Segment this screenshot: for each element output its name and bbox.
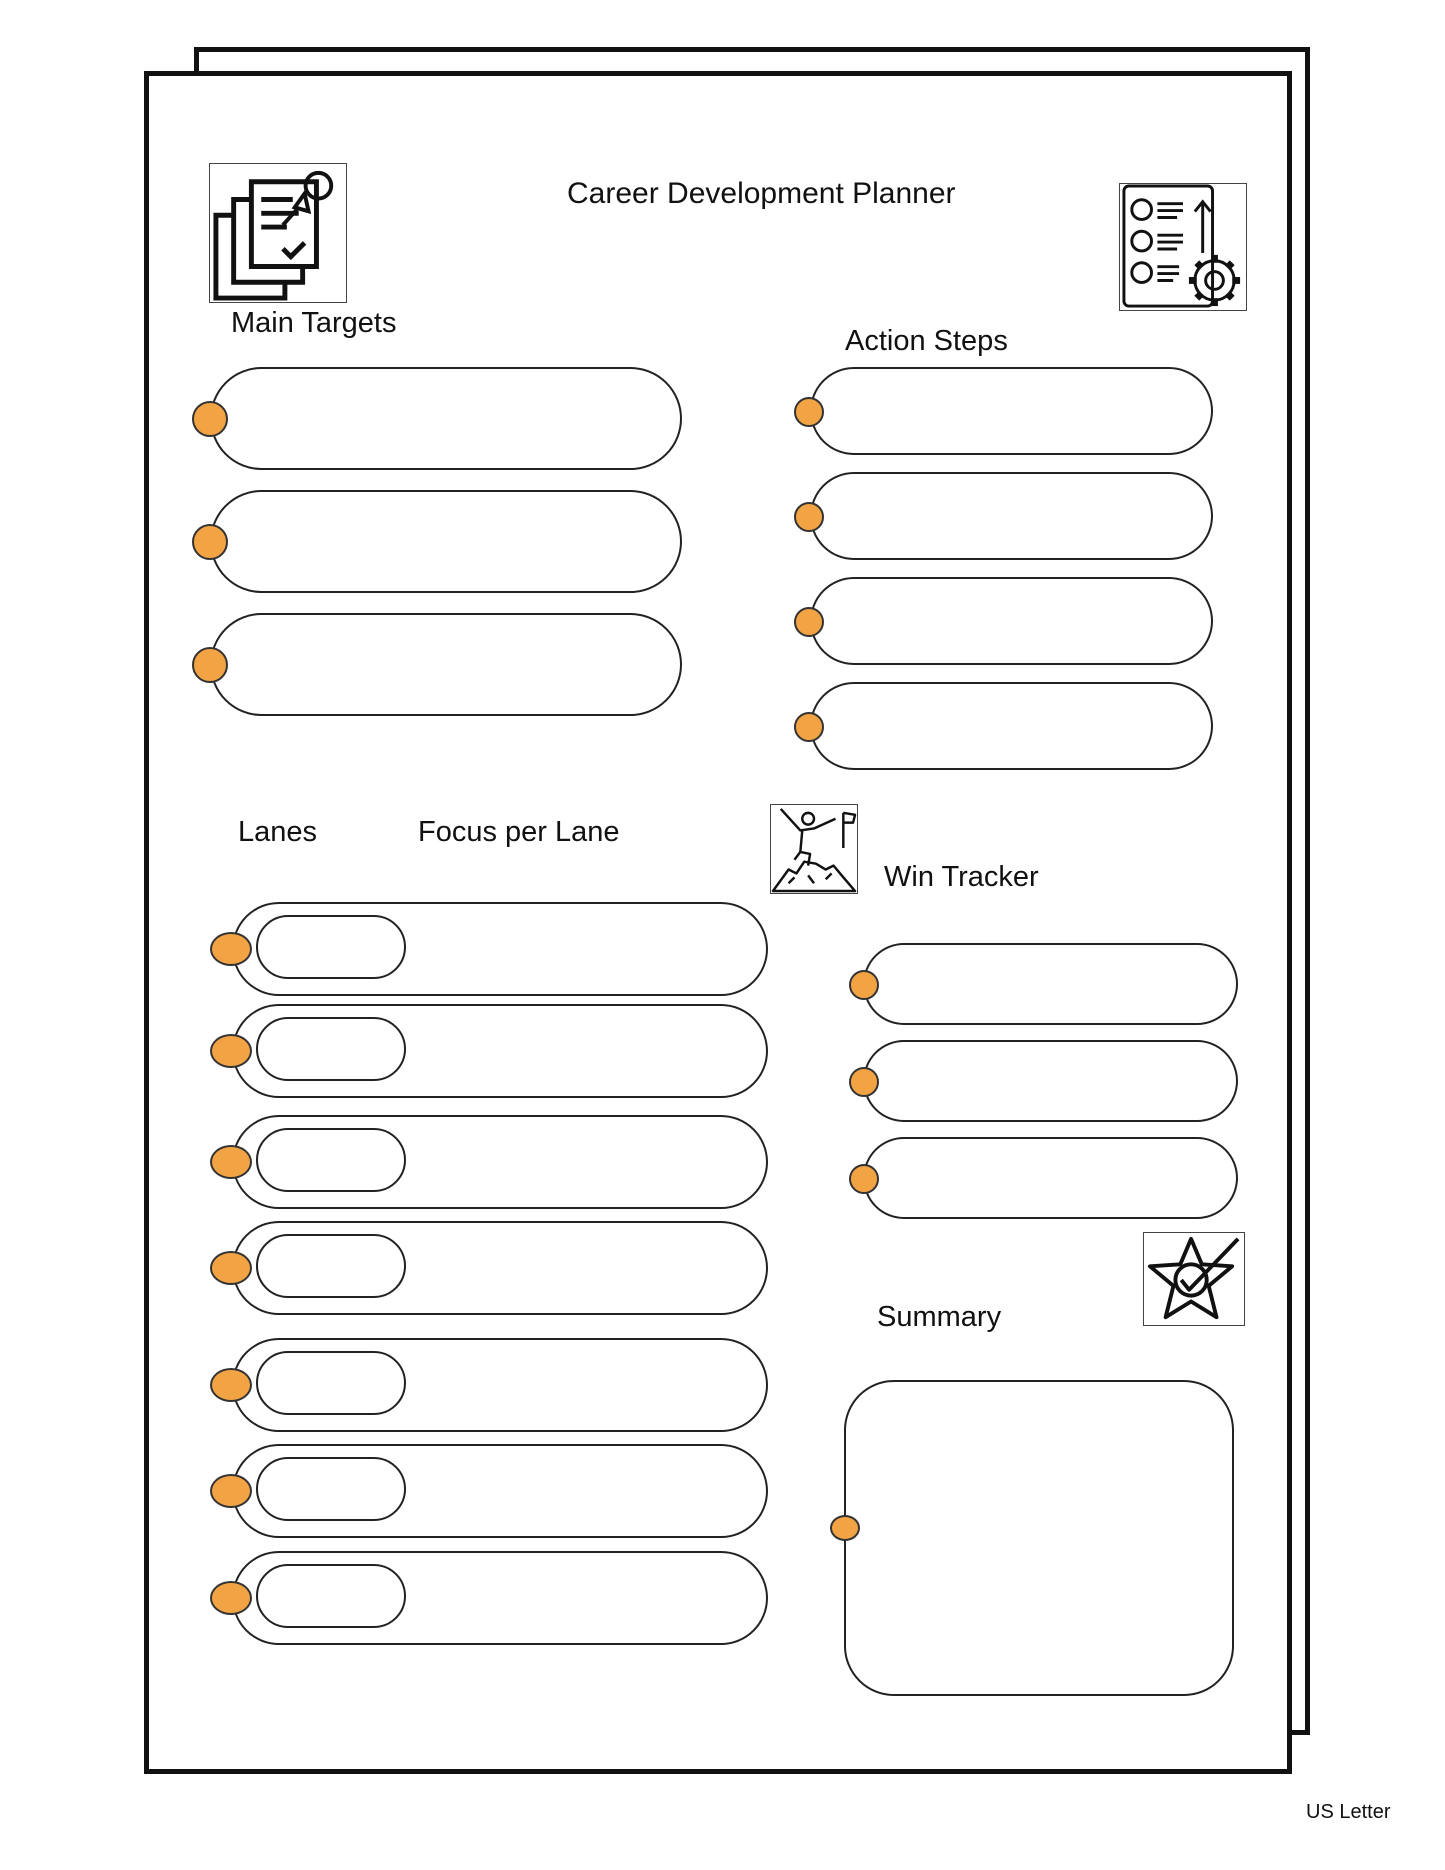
clipboard-pin-icon (209, 163, 347, 303)
action-steps-heading: Action Steps (845, 325, 1008, 357)
main-targets-heading: Main Targets (231, 307, 397, 339)
bullet-dot (210, 1368, 252, 1402)
bullet-dot (830, 1515, 860, 1541)
main-target-field[interactable] (210, 367, 682, 470)
win-tracker-field[interactable] (863, 943, 1238, 1025)
main-target-field[interactable] (210, 613, 682, 716)
win-tracker-field[interactable] (863, 1137, 1238, 1219)
bullet-dot (794, 502, 824, 532)
page-title: Career Development Planner (567, 177, 956, 210)
climber-flag-icon (770, 804, 858, 894)
bullet-dot (210, 1474, 252, 1508)
bullet-dot (192, 401, 228, 437)
bullet-dot (849, 970, 879, 1000)
bullet-dot (210, 1251, 252, 1285)
bullet-dot (210, 932, 252, 966)
win-tracker-heading: Win Tracker (884, 861, 1039, 893)
bullet-dot (210, 1145, 252, 1179)
bullet-dot (192, 524, 228, 560)
lane-name-field[interactable] (256, 915, 406, 979)
lane-name-field[interactable] (256, 1564, 406, 1628)
bullet-dot (794, 712, 824, 742)
lanes-heading: Lanes (238, 816, 318, 848)
star-check-icon (1143, 1232, 1245, 1326)
bullet-dot (210, 1581, 252, 1615)
numbered-list-gear-icon (1119, 183, 1247, 311)
summary-field[interactable] (844, 1380, 1234, 1696)
action-step-field[interactable] (810, 472, 1213, 560)
paper-size-label: US Letter (1306, 1801, 1391, 1823)
bullet-dot (794, 607, 824, 637)
focus-per-lane-heading: Focus per Lane (418, 816, 620, 848)
summary-heading: Summary (877, 1301, 1002, 1333)
action-step-field[interactable] (810, 367, 1213, 455)
bullet-dot (192, 647, 228, 683)
bullet-dot (849, 1164, 879, 1194)
lane-name-field[interactable] (256, 1351, 406, 1415)
win-tracker-field[interactable] (863, 1040, 1238, 1122)
lane-name-field[interactable] (256, 1457, 406, 1521)
bullet-dot (794, 397, 824, 427)
main-target-field[interactable] (210, 490, 682, 593)
lane-name-field[interactable] (256, 1128, 406, 1192)
lane-name-field[interactable] (256, 1234, 406, 1298)
lane-name-field[interactable] (256, 1017, 406, 1081)
bullet-dot (849, 1067, 879, 1097)
action-step-field[interactable] (810, 682, 1213, 770)
bullet-dot (210, 1034, 252, 1068)
action-step-field[interactable] (810, 577, 1213, 665)
